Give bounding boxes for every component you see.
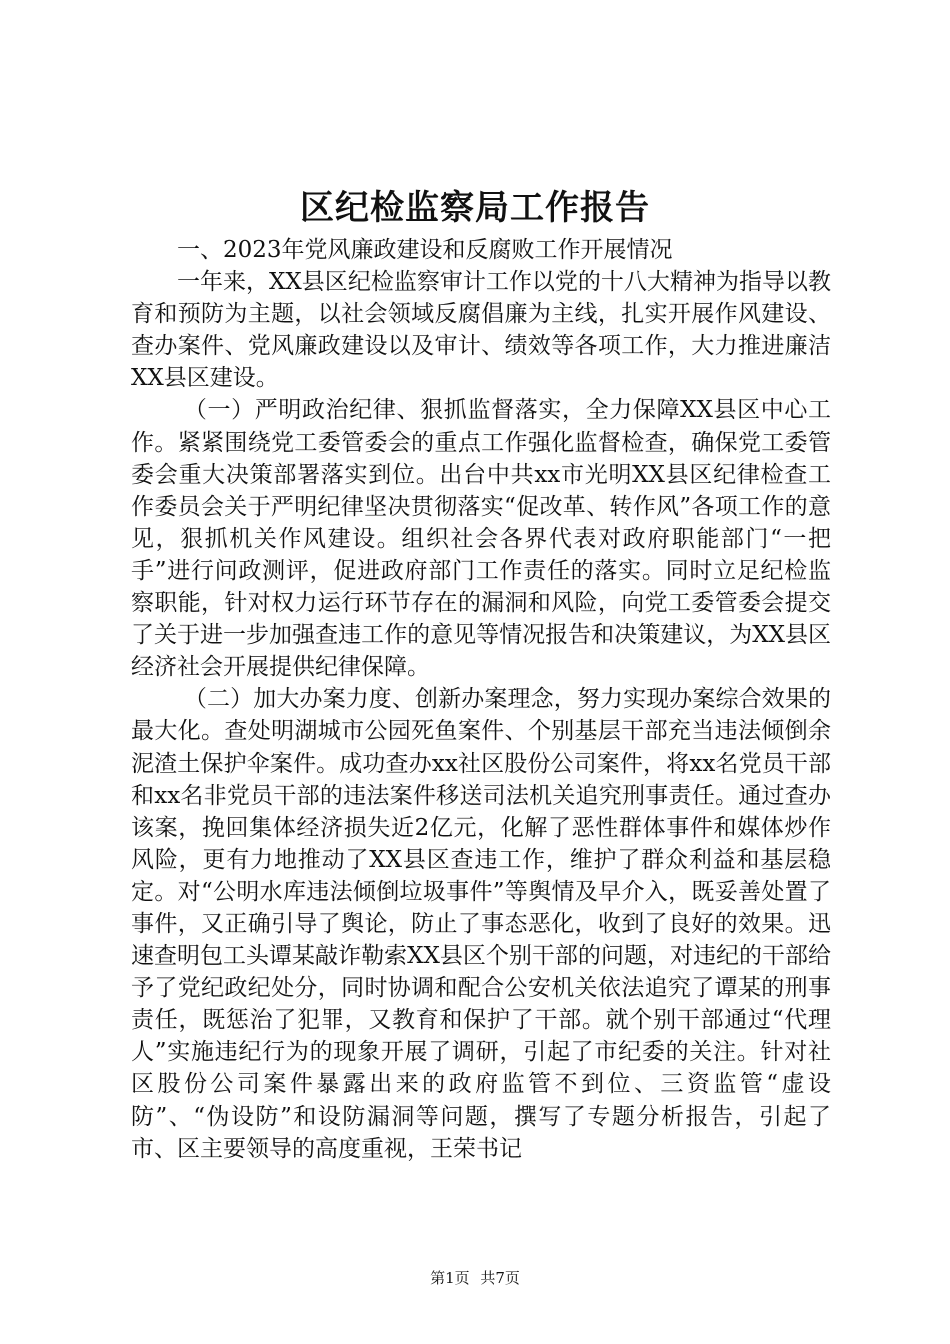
document-title: 区纪检监察局工作报告 — [300, 188, 650, 228]
page-total: 共7页 — [480, 1269, 520, 1287]
page-number: 第1页 — [430, 1269, 470, 1287]
body-paragraph: 一年来，XX县区纪检监察审计工作以党的十八大精神为指导以教育和预防为主题，以社会领域反腐倡廉为主线，扎实开展作风建设、查办案件、党风廉政建设以及审计、绩效等各项工作，大力推进廉洁XX县区建设。 — [131, 269, 831, 392]
body-paragraph: （二）加大办案力度、创新办案理念，努力实现办案综合效果的最大化。查处明湖城市公园死鱼案件、个别基层干部充当违法倾倒余泥渣土保护伞案件。成功查办xx社区股份公司案件，将xx名党员干部和xx名非党员干部的违法案件移送司法机关追究刑事责任。通过查办该案，挽回集体经济损失近2亿元，化解了恶性群体事件和媒体炒作风险，更有力地推动了XX县区查违工作，维护了群众利益和基层稳定。对“公明水库违法倾倒垃圾事件”等舆情及早介入，既妥善处置了事件，又正确引导了舆论，防止了事态恶化，收到了良好的效果。迅速查明包工头谭某敲诈勒索XX县区个别干部的问题，对违纪的干部给予了党纪政纪处分，同时协调和配合公安机关依法追究了谭某的刑事责任，既惩治了犯罪，又教育和保护了干部。就个别干部通过“代理人”实施违纪行为的现象开展了调研，引起了市纪委的关注。针对社区股份公司案件暴露出来的政府监管不到位、三资监管“虚设防”、“伪设防”和设防漏洞等问题，撰写了专题分析报告，引起了市、区主要领导的高度重视，王荣书记 — [131, 686, 831, 1162]
document-body — [131, 234, 831, 1165]
body-paragraph: （一）严明政治纪律、狠抓监督落实，全力保障XX县区中心工作。紧紧围绕党工委管委会的重点工作强化监督检查，确保党工委管委会重大决策部署落实到位。出台中共xx市光明XX县区纪律检查工作委员会关于严明纪律坚决贯彻落实“促改革、转作风”各项工作的意见，狠抓机关作风建设。组织社会各界代表对政府职能部门“一把手”进行问政测评，促进政府部门工作责任的落实。同时立足纪检监察职能，针对权力运行环节存在的漏洞和风险，向党工委管委会提交了关于进一步加强查违工作的意见等情况报告和决策建议，为XX县区经济社会开展提供纪律保障。 — [131, 397, 831, 681]
section-heading: 一、2023年党风廉政建设和反腐败工作开展情况 — [177, 237, 673, 263]
page-footer — [0, 1268, 950, 1288]
